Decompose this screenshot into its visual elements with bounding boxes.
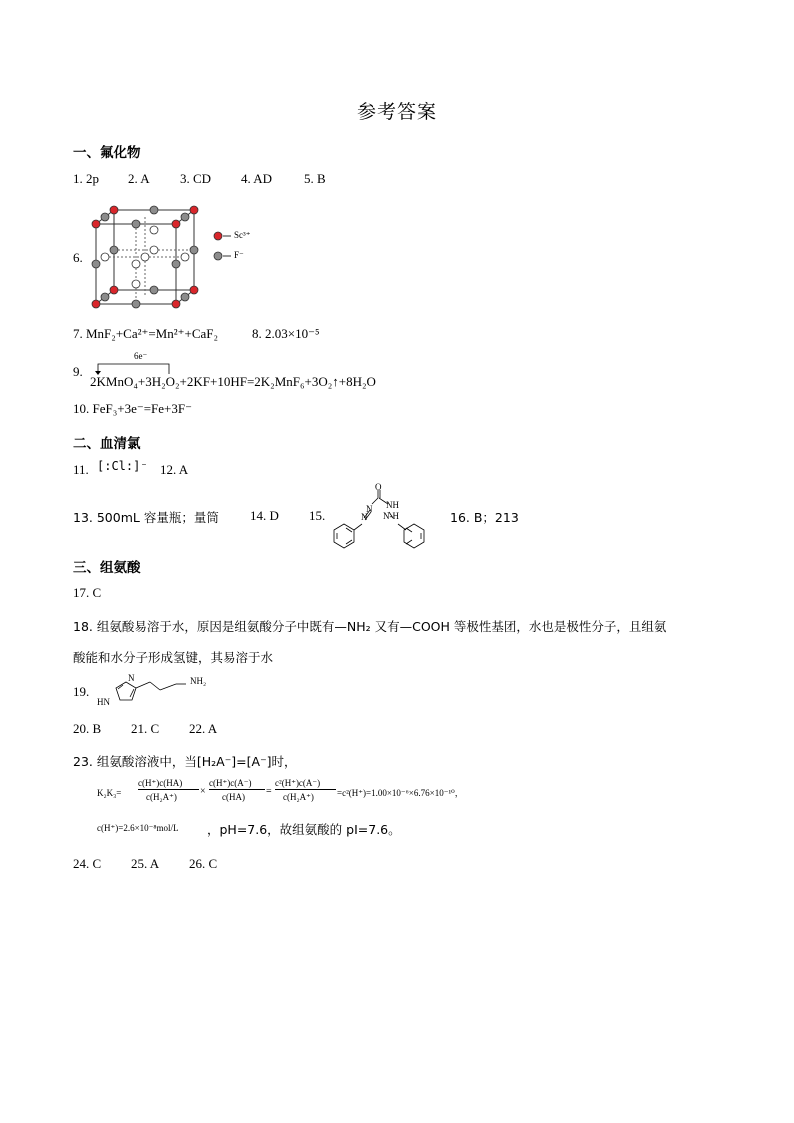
frac3-denominator: c(H₂A⁺) (283, 792, 314, 802)
center-ion (101, 253, 109, 261)
chloride-lewis-formula: [:Cl:]⁻ (97, 459, 148, 473)
nh-label: NH (386, 500, 399, 510)
carbonyl-o-label: O (375, 482, 382, 492)
answer-q14: 14. D (250, 508, 279, 523)
answer-q2: 2. A (128, 171, 150, 186)
center-ion (141, 253, 149, 261)
frac1-numerator: c(H⁺)c(HA) (138, 778, 183, 788)
f-ion (181, 213, 189, 221)
answer-q15-label: 15. (309, 508, 326, 523)
sc-ion (190, 286, 198, 294)
ka-product-rhs: =c²(H⁺)=1.00×10⁻⁶×6.76×10⁻¹⁰， (337, 788, 464, 798)
center-ion (132, 280, 140, 288)
answer-q23-conclusion: ，pH=7.6，故组氨酸的 pI=7.6。 (207, 822, 401, 837)
f-ion (132, 220, 140, 228)
answer-q1: 1. 2p (73, 171, 99, 186)
diphenylcarbazone-structure (326, 482, 436, 550)
center-ion (181, 253, 189, 261)
answer-q8: 8. 2.03×10⁻⁵ (252, 326, 320, 341)
center-ion (150, 226, 158, 234)
sc-ion (92, 220, 100, 228)
sc-ion (190, 206, 198, 214)
sc-ion (172, 220, 180, 228)
sc-ion (172, 300, 180, 308)
answer-q6-label: 6. (73, 250, 83, 265)
answer-q25: 25. A (131, 856, 160, 871)
imidazole-hn-label: HN (97, 697, 110, 707)
answer-q9: 2KMnO₄+3H₂O₂+2KF+10HF=2K₂MnF₆+3O₂↑+8H₂O (90, 374, 376, 389)
h-concentration: c(H⁺)=2.6×10⁻⁸mol/L (97, 823, 179, 833)
answer-q19-label: 19. (73, 684, 90, 699)
frac1-denominator: c(H₂A⁺) (146, 792, 177, 802)
ka-product-lhs: K₂K₃= (97, 788, 122, 798)
f-ion (132, 300, 140, 308)
f-ion (150, 286, 158, 294)
n-label-2: N (361, 512, 368, 522)
answer-q12: 12. A (160, 462, 189, 477)
page-title: 参考答案 (356, 101, 437, 123)
electron-transfer-label: 6e⁻ (134, 351, 148, 361)
f-ion (110, 246, 118, 254)
section-heading-histidine: 三、组氨酸 (73, 560, 141, 576)
answer-q4: 4. AD (241, 171, 273, 186)
f-ion (150, 206, 158, 214)
section-heading-serum-chloride: 二、血清氯 (73, 436, 141, 452)
answer-q7-label: 7. (73, 326, 83, 341)
nh-label-2: N-H (383, 511, 399, 521)
answer-q22: 22. A (189, 721, 218, 736)
sc-ion (92, 300, 100, 308)
f-ion (101, 293, 109, 301)
amine-label: NH₂ (190, 676, 207, 686)
answer-q20: 20. B (73, 721, 102, 736)
answer-q5: 5. B (304, 171, 326, 186)
sc-ion (110, 206, 118, 214)
f-ion (172, 260, 180, 268)
n-label-1: N (366, 504, 373, 514)
times-sign: × (200, 786, 206, 797)
answer-q18-line1: 18. 组氨酸易溶于水，原因是组氨酸分子中既有—NH₂ 又有—COOH 等极性基团，水也是极性分子，且组氨 (73, 619, 667, 634)
f-ion (190, 246, 198, 254)
answer-q13: 13. 500mL 容量瓶；量筒 (73, 510, 219, 525)
answer-q10: 10. FeF₃+3e⁻=Fe+3F⁻ (73, 401, 192, 416)
frac3-numerator: c²(H⁺)c(A⁻) (275, 778, 321, 788)
imidazole-n-label: N (128, 673, 135, 683)
answer-q9-label: 9. (73, 364, 83, 379)
answer-q23-intro: 23. 组氨酸溶液中，当[H₂A⁻]=[A⁻]时， (73, 754, 297, 769)
answer-q11-label: 11. (73, 462, 89, 477)
equals-sign: = (266, 786, 272, 797)
f-ion (92, 260, 100, 268)
answer-q16: 16. B；213 (450, 510, 519, 525)
answer-q18-line2: 酸能和水分子形成氢键，其易溶于水 (73, 650, 274, 665)
answer-q7: MnF₂+Ca²⁺=Mn²⁺+CaF₂ (86, 326, 219, 341)
answer-q24: 24. C (73, 856, 102, 871)
answer-q21: 21. C (131, 721, 160, 736)
answer-q3: 3. CD (180, 171, 212, 186)
f-ion (101, 213, 109, 221)
center-ion (150, 246, 158, 254)
section-heading-fluoride: 一、氟化物 (73, 145, 141, 161)
f-ion (181, 293, 189, 301)
frac2-denominator: c(HA) (222, 792, 245, 802)
legend-f-label: F⁻ (234, 250, 244, 260)
answer-q17: 17. C (73, 585, 102, 600)
answer-q26: 26. C (189, 856, 218, 871)
center-ion (132, 260, 140, 268)
sc-ion (110, 286, 118, 294)
legend-sc-label: Sc³⁺ (234, 230, 251, 240)
frac2-numerator: c(H⁺)c(A⁻) (209, 778, 252, 788)
